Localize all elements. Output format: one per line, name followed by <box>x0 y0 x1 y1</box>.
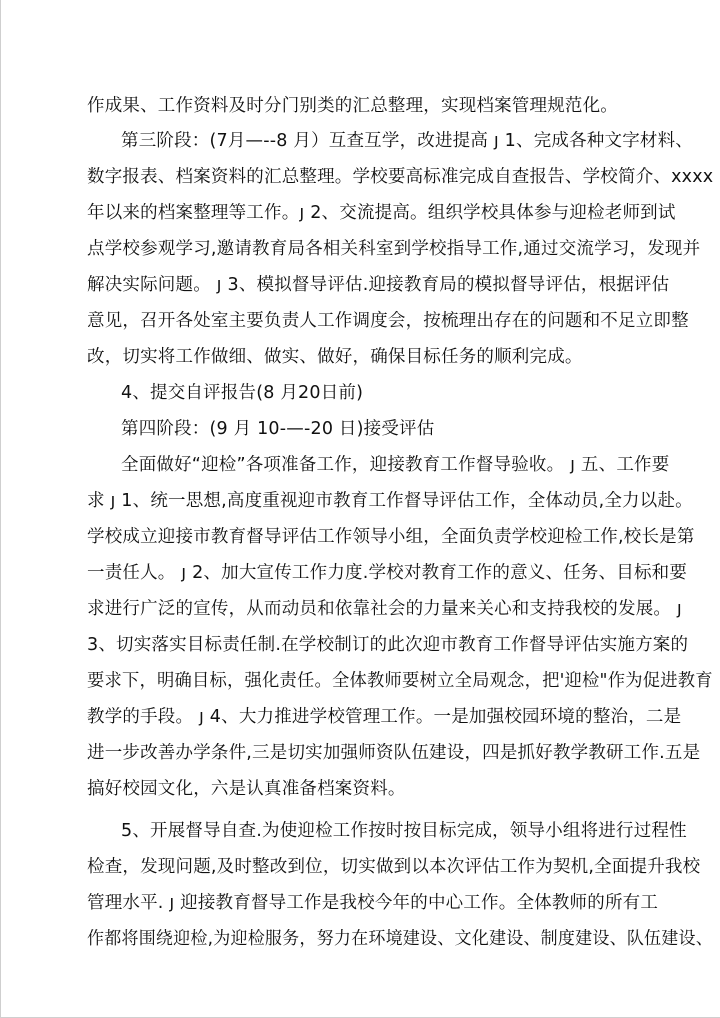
text-line: 数字报表、档案资料的汇总整理。学校要高标准完成自查报告、学校简介、xxxx <box>87 167 714 187</box>
text-line: 作都将围绕迎检,为迎检服务，努力在环境建设、文化建设、制度建设、队伍建设、 <box>87 929 713 949</box>
text-line: 3、切实落实目标责任制.在学校制订的此次迎市教育工作督导评估实施方案的 <box>87 635 689 655</box>
text-line: 第四阶段：(9 月 10-—-20 日)接受评估 <box>121 419 435 439</box>
text-line: 进一步改善办学条件,三是切实加强师资队伍建设，四是抓好教学教研工作.五是 <box>87 743 701 763</box>
text-line: 5、开展督导自查.为使迎检工作按时按目标完成，领导小组将进行过程性 <box>121 821 687 841</box>
text-line: 全面做好“迎检”各项准备工作，迎接教育工作督导验收。 ȷ 五、工作要 <box>121 455 670 475</box>
text-line: 年以来的档案整理等工作。ȷ 2、交流提高。组织学校具体参与迎检老师到试 <box>87 203 676 223</box>
text-line: 管理水平. ȷ 迎接教育督导工作是我校今年的中心工作。全体教师的所有工 <box>87 893 659 913</box>
text-line: 第三阶段：(7月—--8 月）互查互学，改进提高 ȷ 1、完成各种文字材料、 <box>121 131 694 151</box>
text-line: 作成果、工作资料及时分门别类的汇总整理，实现档案管理规范化。 <box>87 96 618 116</box>
text-line: 搞好校园文化，六是认真准备档案资料。 <box>87 779 406 799</box>
text-line: 一责任人。 ȷ 2、加大宣传工作力度.学校对教育工作的意义、任务、目标和要 <box>87 563 688 583</box>
text-line: 求进行广泛的宣传，从而动员和依靠社会的力量来关心和支持我校的发展。 ȷ <box>87 599 682 619</box>
text-line: 改，切实将工作做细、做实、做好，确保目标任务的顺利完成。 <box>87 347 583 367</box>
text-line: 检查，发现问题,及时整改到位，切实做到以本次评估工作为契机,全面提升我校 <box>87 857 701 877</box>
text-line: 点学校参观学习,邀请教育局各相关科室到学校指导工作,通过交流学习，发现并 <box>87 239 701 259</box>
text-line: 求 ȷ 1、统一思想,高度重视迎市教育工作督导评估工作，全体动员,全力以赴。 <box>87 491 693 511</box>
text-line: 学校成立迎接市教育督导评估工作领导小组，全面负责学校迎检工作,校长是第 <box>87 527 695 547</box>
text-line: 意见，召开各处室主要负责人工作调度会，按梳理出存在的问题和不足立即整 <box>87 311 689 331</box>
text-line: 要求下，明确目标，强化责任。全体教师要树立全局观念，把'迎检"作为促进教育 <box>87 671 713 691</box>
text-line: 4、提交自评报告(8 月20日前) <box>121 383 364 403</box>
text-line: 教学的手段。 ȷ 4、大力推进学校管理工作。一是加强校园环境的整治，二是 <box>87 707 682 727</box>
text-line: 解决实际问题。 ȷ 3、模拟督导评估.迎接教育局的模拟督导评估，根据评估 <box>87 275 670 295</box>
